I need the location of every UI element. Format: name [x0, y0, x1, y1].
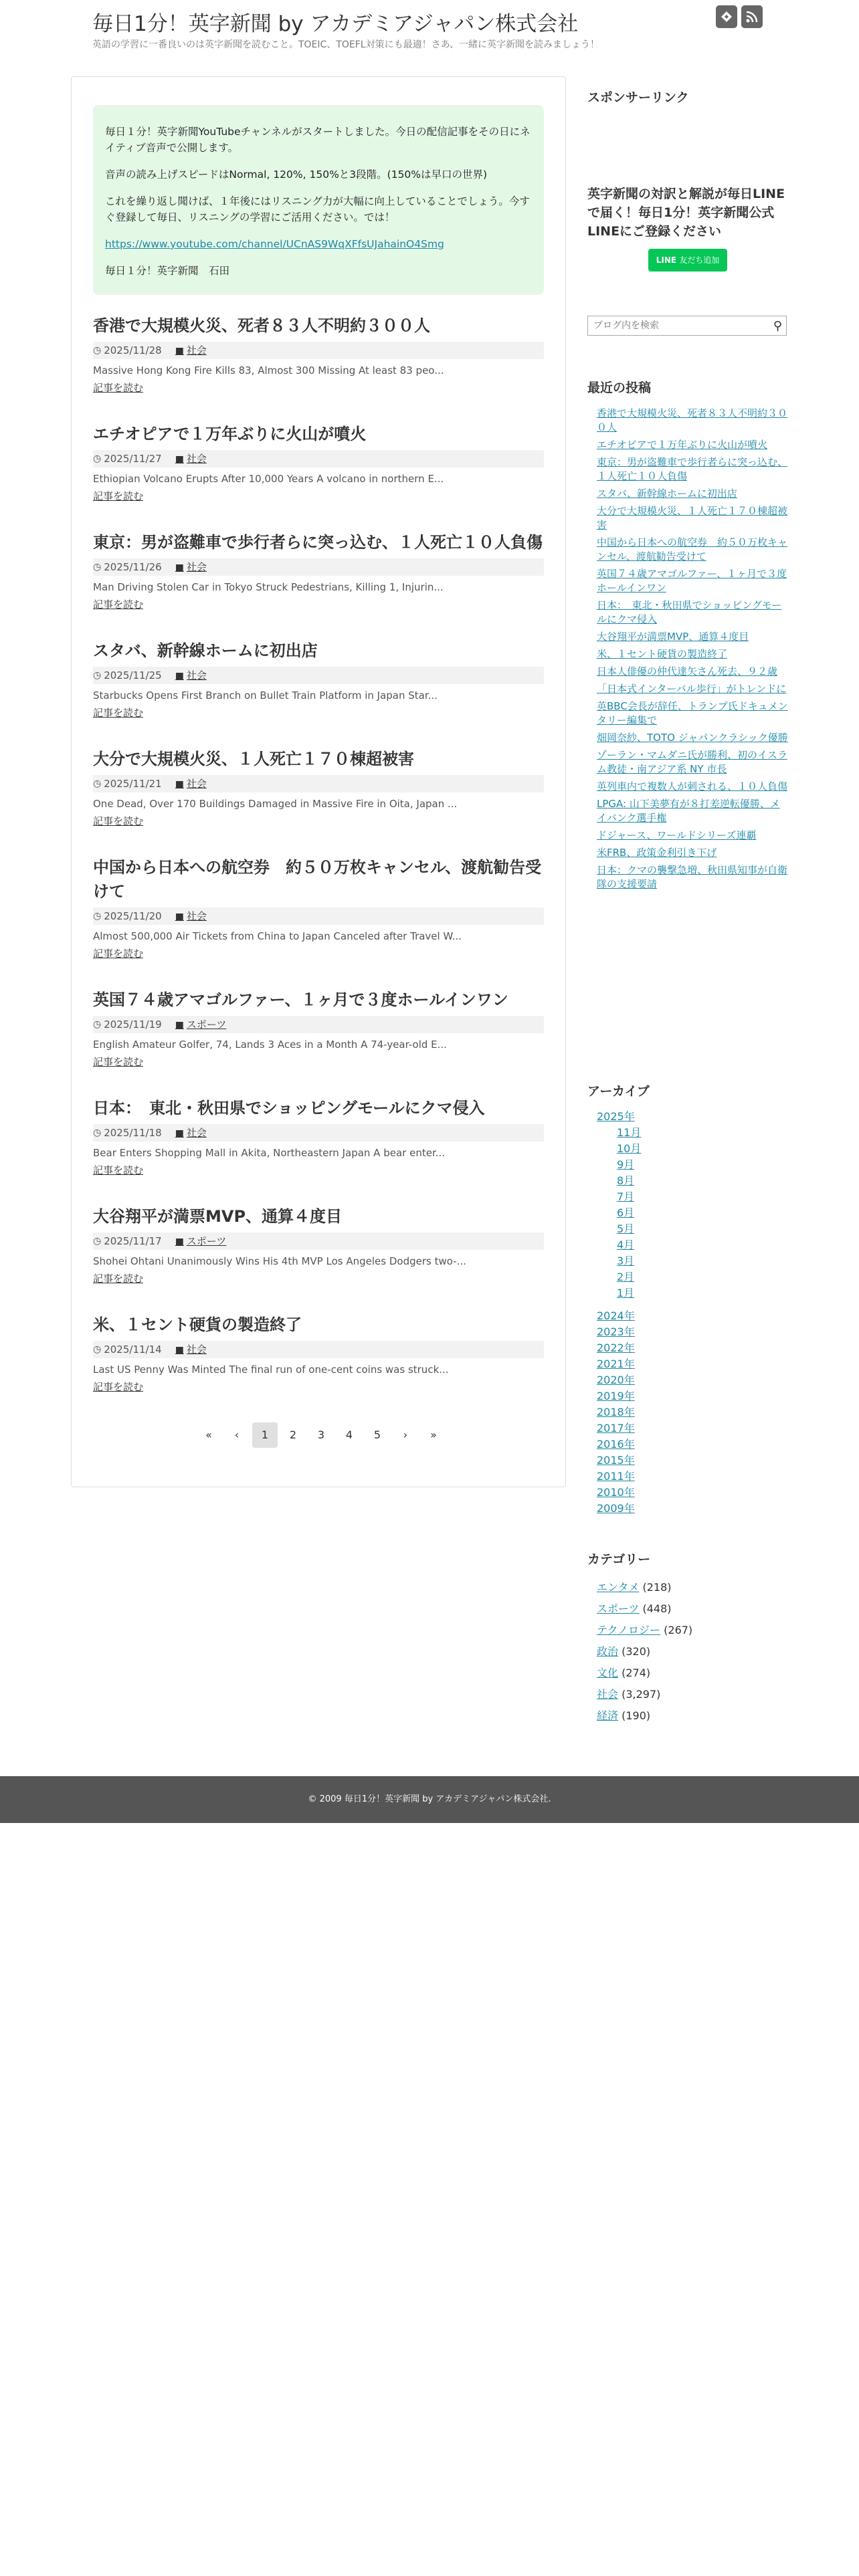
- recent-post-link[interactable]: ドジャース、ワールドシリーズ連覇: [597, 829, 757, 841]
- site-title[interactable]: 毎日1分！英字新聞 by アカデミアジャパン株式会社: [92, 12, 579, 36]
- post-excerpt: English Amateur Golfer, 74, Lands 3 Aces in a Month A 74-year-old E...: [93, 1039, 447, 1051]
- post-category[interactable]: 社会: [186, 777, 207, 790]
- category-link[interactable]: 政治: [597, 1645, 619, 1658]
- post-excerpt: Starbucks Opens First Branch on Bullet Train Platform in Japan Star...: [93, 689, 438, 702]
- archive-month-link[interactable]: 2月: [617, 1271, 635, 1283]
- post-title[interactable]: 東京：男が盗難車で歩行者らに突っ込む、１人死亡１０人負傷: [93, 533, 543, 552]
- clock-icon: ◷: [93, 1019, 102, 1030]
- read-more-link[interactable]: 記事を読む: [93, 707, 144, 719]
- sponsor-widget: [587, 88, 788, 107]
- post-title[interactable]: スタバ、新幹線ホームに初出店: [93, 641, 318, 660]
- archive-year-link[interactable]: 2023年: [597, 1325, 635, 1338]
- post-date: 2025/11/26: [104, 561, 162, 573]
- category-count: (3,297): [622, 1688, 661, 1701]
- recent-post-link[interactable]: 米、１セント硬貨の製造終了: [597, 648, 728, 660]
- line-button-label: 友だち追加: [679, 255, 720, 265]
- archive-month-link[interactable]: 6月: [617, 1206, 635, 1219]
- pagination: [196, 1422, 446, 1448]
- main-content: [71, 76, 566, 1487]
- pager-page-current: 1: [252, 1422, 278, 1448]
- clock-icon: ◷: [93, 1236, 102, 1247]
- recent-post-link[interactable]: エチオピアで１万年ぶりに火山が噴火: [597, 439, 768, 451]
- notice-text-3: これを繰り返し聞けば、１年後にはリスニング力が大幅に向上していることでしょう。今すぐ登録して毎日、リスニングの学習にご活用ください。では！: [105, 195, 530, 223]
- post-meta: [93, 1232, 544, 1250]
- category-link[interactable]: スポーツ: [597, 1602, 640, 1615]
- post-title[interactable]: 香港で大規模火災、死者８３人不明約３００人: [93, 316, 430, 335]
- archive-month-link[interactable]: 4月: [617, 1239, 635, 1251]
- post-date: 2025/11/17: [104, 1235, 162, 1247]
- post-title[interactable]: 大谷翔平が満票MVP、通算４度目: [93, 1207, 343, 1226]
- post-meta: [93, 1016, 544, 1033]
- read-more-link[interactable]: 記事を読む: [93, 948, 144, 960]
- archive-year-link[interactable]: 2016年: [597, 1438, 635, 1451]
- recent-post-link[interactable]: 中国から日本への航空券 約５０万枚キャンセル、渡航勧告受けて: [597, 536, 788, 562]
- post-excerpt: Almost 500,000 Air Tickets from China to Japan Canceled after Travel W...: [93, 930, 462, 942]
- youtube-notice: [93, 105, 544, 295]
- recent-post-link[interactable]: 「日本式インターバル歩行」がトレンドに: [597, 683, 787, 695]
- category-count: (320): [622, 1645, 651, 1658]
- pager-prev[interactable]: ‹: [234, 1428, 240, 1441]
- archive-year-link[interactable]: 2021年: [597, 1358, 635, 1370]
- category-widget: [587, 1550, 788, 1727]
- pager-page[interactable]: 2: [289, 1428, 297, 1441]
- recent-post-link[interactable]: 大谷翔平が満票MVP、通算４度目: [597, 631, 749, 643]
- rss-icon[interactable]: [741, 5, 763, 28]
- post-category[interactable]: 社会: [186, 560, 207, 573]
- post-meta: [93, 775, 544, 792]
- sponsor-heading: スポンサーリンク: [587, 90, 689, 105]
- notice-text-1: 毎日１分！英字新聞YouTubeチャンネルがスタートしました。今日の配信記事をその日にネイティブ音声で公開します。: [105, 126, 531, 154]
- archive-year-link[interactable]: 2015年: [597, 1454, 635, 1467]
- copyright-text: © 2009 毎日1分！英字新聞 by アカデミアジャパン株式会社.: [308, 1794, 551, 1804]
- youtube-channel-link[interactable]: https://www.youtube.com/channel/UCnAS9WqXFfsUJahainO4Smg: [105, 238, 444, 250]
- search-input[interactable]: [588, 316, 766, 335]
- archive-year-link[interactable]: 2011年: [597, 1470, 635, 1483]
- archive-month-link[interactable]: 1月: [617, 1287, 635, 1299]
- read-more-link[interactable]: 記事を読む: [93, 1164, 144, 1176]
- archive-year-link[interactable]: 2022年: [597, 1341, 635, 1354]
- recent-posts-list: [587, 407, 788, 891]
- post-category[interactable]: 社会: [186, 1126, 207, 1139]
- folder-icon: ■: [175, 562, 184, 573]
- recent-post-link[interactable]: 英BBC会長が辞任、トランプ氏ドキュメンタリー編集で: [597, 700, 788, 726]
- folder-icon: ■: [175, 1344, 184, 1356]
- folder-icon: ■: [175, 345, 184, 356]
- read-more-link[interactable]: 記事を読む: [93, 382, 144, 394]
- line-logo-icon: LINE: [656, 255, 680, 265]
- post-meta: [93, 558, 544, 576]
- read-more-link[interactable]: 記事を読む: [93, 1056, 144, 1068]
- post-date: 2025/11/21: [104, 778, 162, 790]
- category-count: (190): [622, 1709, 651, 1722]
- read-more-link[interactable]: 記事を読む: [93, 599, 144, 611]
- post-category[interactable]: 社会: [186, 344, 207, 356]
- post-entry: [93, 1096, 544, 1177]
- site-header: [0, 0, 859, 60]
- archive-year-link[interactable]: 2010年: [597, 1486, 635, 1499]
- recent-post-link[interactable]: スタバ、新幹線ホームに初出店: [597, 488, 737, 500]
- post-entry: [93, 1204, 544, 1285]
- archive-month-link[interactable]: 8月: [617, 1174, 635, 1187]
- archive-month-link[interactable]: 7月: [617, 1190, 635, 1203]
- folder-icon: ■: [175, 453, 184, 465]
- post-title[interactable]: 日本： 東北・秋田県でショッピングモールにクマ侵入: [93, 1099, 485, 1117]
- recent-post-link[interactable]: 東京：男が盗難車で歩行者らに突っ込む、１人死亡１０人負傷: [597, 456, 788, 482]
- feedly-icon[interactable]: [716, 5, 737, 28]
- line-widget: [587, 185, 788, 272]
- post-meta: [93, 907, 544, 925]
- pager-page[interactable]: 5: [373, 1428, 381, 1441]
- category-link[interactable]: テクノロジー: [597, 1624, 661, 1636]
- post-category[interactable]: 社会: [186, 909, 207, 922]
- recent-post-link[interactable]: 日本： 東北・秋田県でショッピングモールにクマ侵入: [597, 599, 782, 625]
- read-more-link[interactable]: 記事を読む: [93, 815, 144, 827]
- recent-post-link[interactable]: 畑岡奈紗、TOTO ジャパンクラシック優勝: [597, 732, 788, 744]
- recent-post-link[interactable]: 英国７４歳アマゴルファー、１ヶ月で３度ホールインワン: [597, 568, 787, 594]
- recent-posts-heading: 最近の投稿: [587, 381, 652, 395]
- recent-posts-widget: [587, 379, 788, 895]
- recent-post-link[interactable]: 日本人俳優の仲代達矢さん死去、９２歳: [597, 665, 778, 677]
- post-date: 2025/11/28: [104, 344, 162, 356]
- post-excerpt: One Dead, Over 170 Buildings Damaged in Massive Fire in Oita, Japan ...: [93, 798, 458, 810]
- recent-post-link[interactable]: 米FRB、政策金利引き下げ: [597, 847, 717, 859]
- post-date: 2025/11/27: [104, 453, 162, 465]
- post-date: 2025/11/19: [104, 1018, 162, 1031]
- category-count: (267): [664, 1624, 693, 1636]
- notice-text-2: 音声の読み上げスピードはNormal, 120%, 150%と3段階。(150%は早口の世界): [105, 169, 488, 181]
- archive-year-link[interactable]: 2019年: [597, 1390, 635, 1402]
- site-footer: [0, 1776, 859, 1823]
- archive-heading: アーカイブ: [587, 1084, 650, 1099]
- post-title[interactable]: 中国から日本への航空券 約５０万枚キャンセル、渡航勧告受けて: [93, 858, 542, 901]
- post-date: 2025/11/20: [104, 910, 162, 922]
- search-widget: [587, 316, 788, 336]
- post-meta: [93, 1124, 544, 1142]
- clock-icon: ◷: [93, 1344, 102, 1355]
- line-heading: 英字新聞の対訳と解説が毎日LINEで届く！毎日1分！英字新聞公式LINEにご登録ください: [587, 187, 785, 239]
- post-entry: [93, 855, 544, 960]
- notice-signature: 毎日１分！英字新聞 石田: [105, 265, 230, 277]
- recent-post-link[interactable]: 日本：クマの襲撃急増、秋田県知事が自衛隊の支援要請: [597, 864, 788, 890]
- post-title[interactable]: 米、１セント硬貨の製造終了: [93, 1315, 302, 1334]
- category-list: [587, 1577, 788, 1727]
- archive-year-link[interactable]: 2009年: [597, 1502, 635, 1515]
- pager-page[interactable]: 4: [345, 1428, 353, 1441]
- pager-last[interactable]: »: [430, 1428, 437, 1441]
- post-excerpt: Ethiopian Volcano Erupts After 10,000 Years A volcano in northern E...: [93, 473, 444, 485]
- read-more-link[interactable]: 記事を読む: [93, 1273, 144, 1285]
- pager-page[interactable]: 3: [317, 1428, 325, 1441]
- archive-months: [597, 1125, 788, 1301]
- clock-icon: ◷: [93, 778, 102, 789]
- archive-year-link[interactable]: 2020年: [597, 1374, 635, 1386]
- recent-post-link[interactable]: 英列車内で複数人が刺される、１０人負傷: [597, 780, 788, 792]
- category-link[interactable]: 文化: [597, 1667, 619, 1679]
- pager-next[interactable]: ›: [403, 1428, 408, 1441]
- category-link[interactable]: エンタメ: [597, 1581, 640, 1594]
- category-count: (274): [622, 1667, 651, 1679]
- clock-icon: ◷: [93, 453, 102, 464]
- site-description: 英語の学習に一番良いのは英字新聞を読むこと。TOEIC、TOEFL対策にも最適！さあ、一緒に英字新聞を読みましょう！: [92, 39, 600, 50]
- post-category[interactable]: 社会: [186, 452, 207, 465]
- post-meta: [93, 450, 544, 467]
- post-entry: [93, 530, 544, 611]
- archive-list: [587, 1109, 788, 1517]
- archive-month-link[interactable]: 10月: [617, 1142, 642, 1155]
- clock-icon: ◷: [93, 670, 102, 681]
- clock-icon: ◷: [93, 1128, 102, 1138]
- recent-post-link[interactable]: 大分で大規模火災、１人死亡１７０棟超被害: [597, 505, 788, 531]
- search-box: [587, 316, 787, 336]
- post-category[interactable]: 社会: [186, 669, 207, 681]
- archive-month-link[interactable]: 11月: [617, 1126, 642, 1139]
- archive-year-link[interactable]: 2017年: [597, 1422, 635, 1434]
- post-entry: [93, 988, 544, 1069]
- archive-year-link[interactable]: 2018年: [597, 1406, 635, 1418]
- folder-icon: ■: [175, 778, 184, 790]
- pager-first[interactable]: «: [205, 1428, 212, 1441]
- archive-month-link[interactable]: 5月: [617, 1222, 635, 1235]
- folder-icon: ■: [175, 670, 184, 681]
- clock-icon: ◷: [93, 345, 102, 356]
- post-excerpt: Massive Hong Kong Fire Kills 83, Almost 300 Missing At least 83 peo...: [93, 364, 444, 377]
- category-link[interactable]: 社会: [597, 1688, 619, 1701]
- post-excerpt: Man Driving Stolen Car in Tokyo Struck Pedestrians, Killing 1, Injurin...: [93, 581, 444, 593]
- post-category[interactable]: 社会: [186, 1343, 207, 1356]
- clock-icon: ◷: [93, 911, 102, 922]
- recent-post-link[interactable]: LPGA: 山下美夢有が８打差逆転優勝、メイバンク選手権: [597, 798, 780, 824]
- recent-post-link[interactable]: ゾーラン・マムダニ氏が勝利、初のイスラム教徒・南アジア系 NY 市長: [597, 749, 787, 775]
- post-entry: [93, 314, 544, 395]
- post-entry: [93, 639, 544, 720]
- read-more-link[interactable]: 記事を読む: [93, 490, 144, 502]
- read-more-link[interactable]: 記事を読む: [93, 1381, 144, 1393]
- line-add-friend-button[interactable]: [648, 249, 728, 272]
- archive-month-link[interactable]: 3月: [617, 1255, 635, 1267]
- search-icon[interactable]: ⚲: [773, 319, 782, 333]
- post-entry: [93, 422, 544, 503]
- folder-icon: ■: [175, 1236, 184, 1247]
- post-excerpt: Shohei Ohtani Unanimously Wins His 4th MVP Los Angeles Dodgers two-...: [93, 1255, 466, 1267]
- post-title[interactable]: 大分で大規模火災、１人死亡１７０棟超被害: [93, 750, 414, 768]
- category-count: (218): [642, 1581, 672, 1594]
- archive-year-link[interactable]: 2025年: [597, 1110, 635, 1123]
- post-title[interactable]: 英国７４歳アマゴルファー、１ヶ月で３度ホールインワン: [93, 990, 508, 1009]
- archive-year-link[interactable]: 2024年: [597, 1309, 635, 1322]
- folder-icon: ■: [175, 1128, 184, 1139]
- post-entry: [93, 1313, 544, 1394]
- recent-post-link[interactable]: 香港で大規模火災、死者８３人不明約３００人: [597, 407, 788, 433]
- category-count: (448): [642, 1602, 672, 1615]
- clock-icon: ◷: [93, 562, 102, 572]
- post-excerpt: Last US Penny Was Minted The final run of one-cent coins was struck...: [93, 1364, 449, 1376]
- archive-widget: [587, 1082, 788, 1517]
- archive-month-link[interactable]: 9月: [617, 1158, 635, 1171]
- post-date: 2025/11/25: [104, 669, 162, 681]
- post-meta: [93, 342, 544, 359]
- post-meta: [93, 1341, 544, 1358]
- post-category[interactable]: スポーツ: [186, 1235, 227, 1247]
- post-date: 2025/11/14: [104, 1344, 162, 1356]
- folder-icon: ■: [175, 911, 184, 922]
- post-date: 2025/11/18: [104, 1127, 162, 1139]
- post-entry: [93, 747, 544, 828]
- post-category[interactable]: スポーツ: [186, 1018, 227, 1031]
- category-heading: カテゴリー: [587, 1552, 651, 1567]
- post-excerpt: Bear Enters Shopping Mall in Akita, Northeastern Japan A bear enter...: [93, 1147, 446, 1159]
- category-link[interactable]: 経済: [597, 1709, 619, 1722]
- post-title[interactable]: エチオピアで１万年ぶりに火山が噴火: [93, 425, 367, 443]
- folder-icon: ■: [175, 1019, 184, 1031]
- post-meta: [93, 667, 544, 684]
